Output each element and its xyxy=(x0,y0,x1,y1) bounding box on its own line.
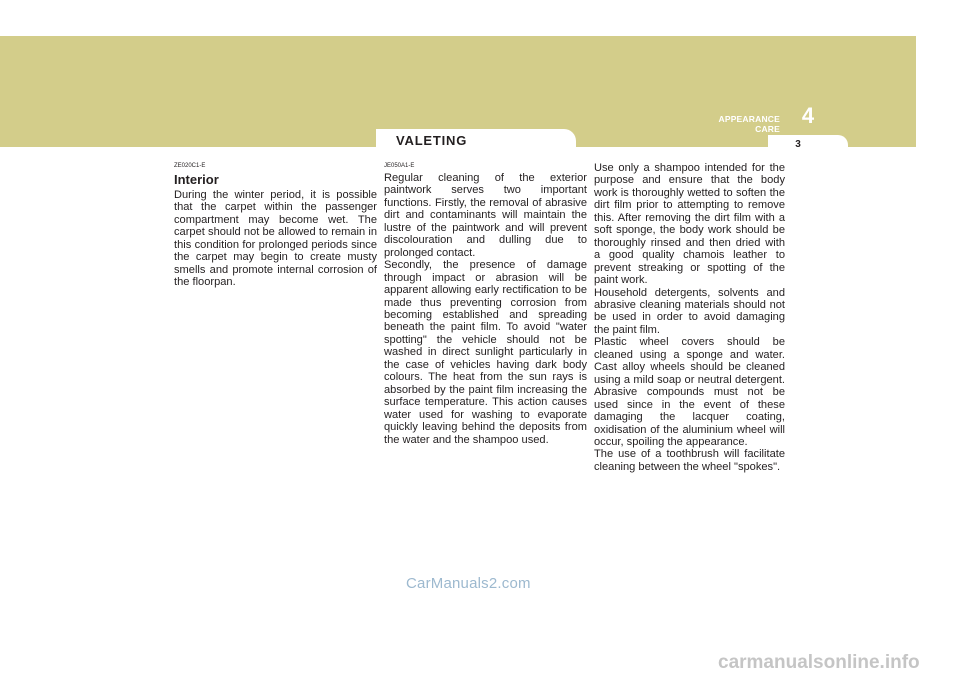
chapter-number: 4 xyxy=(801,103,815,128)
column-cleaning xyxy=(594,162,785,473)
paragraph: Household detergents, solvents and abrasive cleaning materials should not be used in order to avoid damaging the paint film. xyxy=(594,286,785,336)
paragraph: During the winter period, it is possible that the carpet within the passenger compartment may become wet. The carpet should not be allowed to remain in this condition for prolonged periods since the carpet may begin to create musty smells and promote internal corrosion of the floorpan. xyxy=(174,189,377,289)
paragraph: Use only a shampoo intended for the purpose and ensure that the body work is thoroughly wetted to soften the dirt film prior to attempting to remove this. After removing the dirt film with a soft sponge, the body work should be thoroughly rinsed and then dried with a good quality chamois leather to prevent streaking or spotting of the paint work. xyxy=(594,162,785,287)
paragraph: Plastic wheel covers should be cleaned using a sponge and water. Cast alloy wheels should be cleaned using a mild soap or neutral detergent. Abrasive compounds must not be used since in the event of these damaging the lacquer coating, oxidisation of the aluminium wheel will occur, spoiling the appearance. xyxy=(594,336,785,448)
heading-tab xyxy=(376,129,576,151)
page-number: 3 xyxy=(795,139,801,150)
section-heading: VALETING xyxy=(396,133,468,148)
paragraph: Secondly, the presence of damage through impact or abrasion will be apparent allowing early rectification to be made thus preventing corrosion from becoming established and spreading beneath the paint film. To avoid "water spotting" the vehicle should not be washed in direct sunlight particularly in the case of vehicles having dark body colours. The heat from the sun rays is absorbed by the paint film increasing the surface temperature. This action causes water used for washing to evaporate quickly leaving behind the deposits from the water and the shampoo used. xyxy=(384,259,587,446)
watermark-link[interactable]: CarManuals2.com xyxy=(406,575,531,592)
paragraph: The use of a toothbrush will facilitate cleaning between the wheel "spokes". xyxy=(594,448,785,473)
interior-heading: Interior xyxy=(174,172,219,187)
column-exterior xyxy=(384,162,587,446)
watermark-footer: carmanualsonline.info xyxy=(718,652,920,673)
page-tab xyxy=(768,135,848,151)
paragraph: Regular cleaning of the exterior paintwork serves two important functions. Firstly, the removal of abrasive dirt and contaminants will maintain the lustre of the paintwork and will prevent discolouration and dulling due to prolonged contact. xyxy=(384,172,587,259)
section-title: APPEARANCE CARE xyxy=(718,114,780,134)
reference-code: ZE020C1-E xyxy=(174,163,206,169)
column-interior xyxy=(174,162,377,289)
reference-code: JE050A1-E xyxy=(384,163,415,169)
